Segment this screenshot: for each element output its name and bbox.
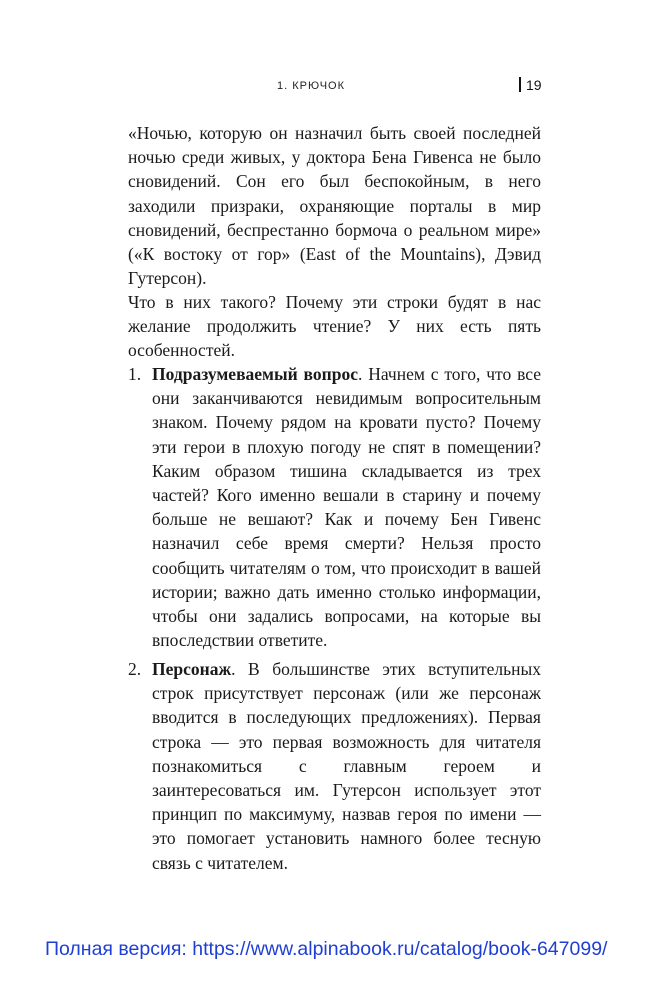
list-item-number: 2.: [128, 659, 142, 679]
list-item-number: 1.: [128, 364, 142, 384]
page-number-divider: [519, 77, 521, 92]
list-item-text: . В большинстве этих вступительных строк присутствует персонаж (или же персонаж вводится в последующих предложениях). Первая строка — это первая возможность для читателя познакомиться с главным героем и заинтересоваться им. Гутерсон использует этот принцип по максимуму, назвав героя по имени — это помогает установить намного более тесную связь с читателем.: [152, 659, 541, 873]
list-item: [128, 362, 541, 652]
list-item: [128, 657, 541, 875]
epigraph-quote: «Ночью, которую он назначил быть своей последней ночью среди живых, у доктора Бена Гивенса не было сновидений. Сон его был беспокойным, в него заходили призраки, охраняющие порталы в мир сновидений, беспрестанно бормоча о реальном мире» («К востоку от гор» (East of the Mountains), Дэвид Гутерсон).: [128, 123, 541, 289]
intro-paragraph: Что в них такого? Почему эти строки будят в нас желание продолжить чтение? У них есть пять особенностей.: [128, 292, 541, 361]
list-item-body: [152, 362, 541, 652]
page-number: [519, 77, 542, 93]
list-item-text: . Начнем с того, что все они заканчиваются невидимым вопросительным знаком. Почему рядом на кровати пусто? Почему эти герои в плохую погоду не спят в помещении? Каким образом тишина складывается из трех частей? Кого именно вешали в старину и почему больше не вешают? Как и почему Бен Гивенс назначил себе время смерти? Нельзя просто сообщить читателям о том, что происходит в вашей истории; важно дать именно столько информации, чтобы они задались вопросами, на которые вы впоследствии ответите.: [152, 364, 541, 651]
list-item-title: Персонаж: [152, 659, 232, 679]
running-head: 1. КРЮЧОК: [277, 80, 346, 92]
list-item-title: Подразумеваемый вопрос: [152, 364, 358, 384]
list-item-body: [152, 657, 541, 875]
full-version-link[interactable]: Полная версия: https://www.alpinabook.ru/catalog/book-647099/: [45, 938, 608, 960]
page-number-value: 19: [526, 77, 542, 93]
